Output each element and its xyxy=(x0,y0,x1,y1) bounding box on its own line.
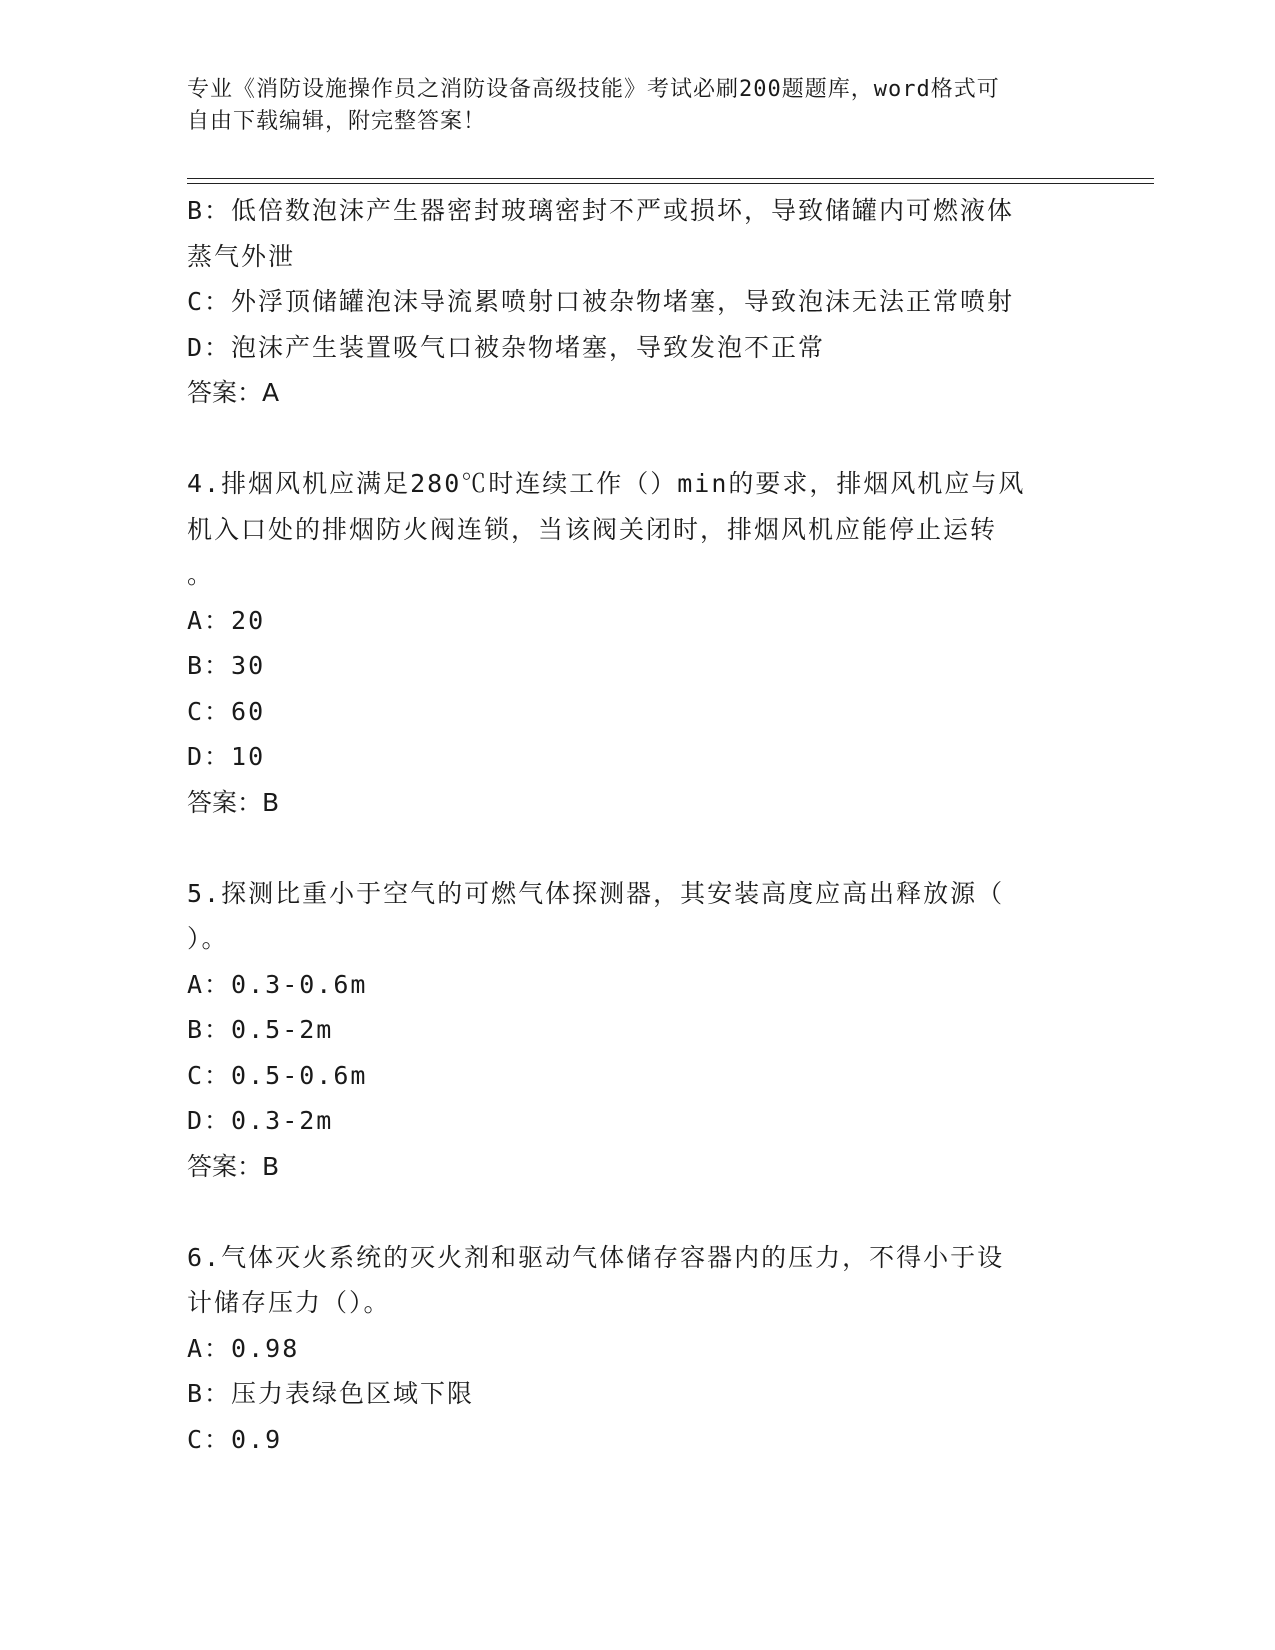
q5-option-c: C：0.5-0.6m xyxy=(187,1060,368,1090)
q3-option-b-line-2: 蒸气外泄 xyxy=(187,241,296,271)
q6-option-b: B：压力表绿色区域下限 xyxy=(187,1379,475,1408)
q3-answer: 答案：A xyxy=(187,378,280,407)
q4-stem-line-1: 4.排烟风机应满足280℃时连续工作（）min的要求，排烟风机应与风 xyxy=(187,469,1026,498)
question-4 xyxy=(187,461,1077,825)
q5-option-a: A：0.3-0.6m xyxy=(187,969,368,999)
q6-stem-line-2: 计储存压力（）。 xyxy=(187,1288,391,1317)
q5-stem-line-2: ）。 xyxy=(187,924,229,953)
q4-option-c: C：60 xyxy=(187,696,266,726)
document-header xyxy=(187,74,1067,138)
header-line-2: 自由下载编辑，附完整答案！ xyxy=(187,109,487,134)
header-divider-top xyxy=(187,178,1154,179)
question-3 xyxy=(187,188,1077,416)
spacer xyxy=(187,416,1077,462)
q4-option-b: B：30 xyxy=(187,651,266,680)
header-divider-bottom xyxy=(187,183,1154,184)
question-6 xyxy=(187,1235,1077,1463)
q5-answer: 答案：B xyxy=(187,1151,280,1181)
q4-stem-line-2: 机入口处的排烟防火阀连锁，当该阀关闭时，排烟风机应能停止运转 xyxy=(187,514,998,544)
spacer xyxy=(187,1189,1077,1235)
q3-option-b-line-1: B：低倍数泡沫产生器密封玻璃密封不严或损坏，导致储罐内可燃液体 xyxy=(187,196,1015,225)
spacer xyxy=(187,825,1077,871)
header-line-1: 专业《消防设施操作员之消防设备高级技能》考试必刷200题题库，word格式可 xyxy=(187,77,1000,102)
q5-stem-line-1: 5.探测比重小于空气的可燃气体探测器，其安装高度应高出释放源（ xyxy=(187,878,1005,908)
q6-stem-line-1: 6.气体灭火系统的灭火剂和驱动气体储存容器内的压力，不得小于设 xyxy=(187,1242,1005,1272)
q4-stem-line-3: 。 xyxy=(187,560,215,589)
q4-answer: 答案：B xyxy=(187,787,280,817)
question-list xyxy=(187,188,1077,1462)
question-5 xyxy=(187,871,1077,1190)
q4-option-d: D：10 xyxy=(187,742,266,771)
q6-option-c: C：0.9 xyxy=(187,1424,283,1454)
q4-option-a: A：20 xyxy=(187,605,266,635)
q5-option-d: D：0.3-2m xyxy=(187,1106,334,1135)
q6-option-a: A：0.98 xyxy=(187,1333,300,1363)
q5-option-b: B：0.5-2m xyxy=(187,1015,334,1044)
q3-option-c: C：外浮顶储罐泡沫导流累喷射口被杂物堵塞，导致泡沫无法正常喷射 xyxy=(187,287,1015,316)
q3-option-d: D：泡沫产生装置吸气口被杂物堵塞，导致发泡不正常 xyxy=(187,332,826,362)
